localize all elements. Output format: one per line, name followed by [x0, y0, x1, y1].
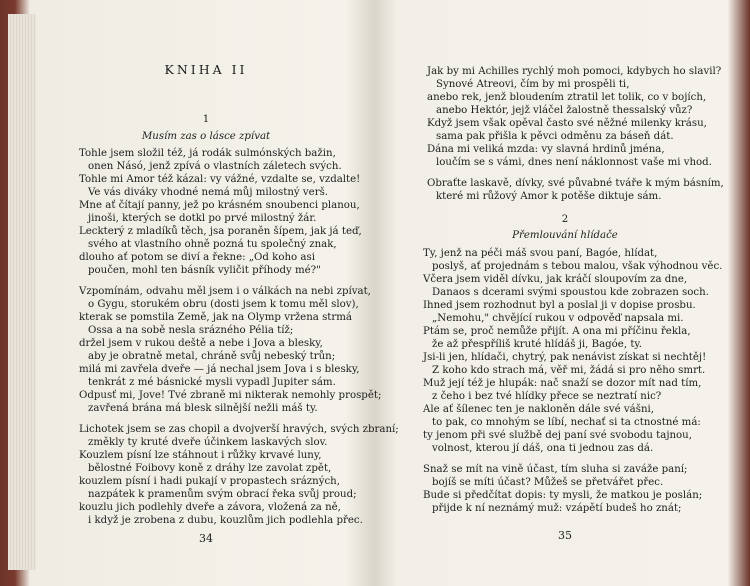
poem-title: Přemlouvání hlídače — [512, 230, 618, 241]
verse-line: držel jsem v rukou deště a nebe i Jova a blesky, — [79, 338, 323, 349]
verse-line: aby je obratně metal, chráně svůj nebeský trůn; — [88, 351, 336, 362]
verse-line: Muž její též je hlupák: nač snaží se dozor mít nad tím, — [423, 378, 702, 389]
verse-line: to pak, co mnohým se líbí, nechať si ta ctnostné má: — [432, 417, 701, 428]
verse-line: Jsi-li jen, hlídači, chytrý, pak nenávist získat si nechtěj! — [423, 352, 707, 363]
verse-line: loučím se s vámi, dnes není náklonnost vaše mi vhod. — [436, 157, 712, 168]
verse-line: Ihned jsem rozhodnut byl a poslal ji v dopise prosbu. — [423, 300, 696, 311]
verse-line: svého at vlastního ohně pozná tu společný znak, — [88, 239, 337, 250]
page-number: 34 — [199, 532, 213, 545]
book-heading: KNIHA II — [164, 62, 248, 77]
verse-line: Jak by mi Achilles rychlý moh pomoci, kdybych ho slavil? — [427, 66, 722, 77]
verse-line: poslyš, ať projednám s tebou malou, však výhodnou věc. — [432, 261, 723, 272]
verse-line: Z koho kdo strach má, věř mi, žádá si pro něho smrt. — [432, 365, 706, 376]
page-number: 35 — [558, 529, 572, 542]
right-page — [395, 0, 735, 586]
verse-line: Lichotek jsem se zas chopil a dvojverší hravých, svých zbraní; — [79, 424, 399, 435]
verse-line: sama pak přišla k pěvci odměnu za báseň dát. — [436, 131, 674, 142]
verse-line: kouzlem písní i hadi pukají v propastech srázných, — [79, 476, 340, 487]
verse-line: Ossa a na sobě nesla srázného Pélia tíž; — [88, 325, 294, 336]
verse-line: bojíš se míti účast? Můžeš se přetvářet přec. — [432, 477, 664, 488]
verse-line: Včera jsem viděl dívku, jak kráčí sloupovím za dne, — [423, 274, 688, 285]
verse-line: Kouzlem písní lze stáhnout i růžky krvavé luny, — [79, 450, 322, 461]
verse-line: přijde k ní neznámý muž: vzápětí budeš ho znát; — [432, 503, 682, 514]
verse-line: které mi růžový Amor k potěše diktuje sám. — [436, 191, 662, 202]
verse-line: Když jsem však opěval často své něžné milenky krásu, — [427, 118, 707, 129]
verse-line: Odpusť mi, Jove! Tvé zbraně mi nikterak nemohly prospět; — [79, 390, 382, 401]
left-page — [36, 0, 399, 586]
verse-line: kterak se pomstila Země, jak na Olymp vržena strmá — [79, 312, 353, 323]
verse-line: anebo Hektór, jejž vláčel žalostně thessalský vůz? — [436, 105, 693, 116]
verse-line: nazpátek k pramenům svým obrací řeka svůj proud; — [88, 489, 357, 500]
verse-line: poučen, mohl ten básník vyličit příhody mé?" — [88, 265, 321, 276]
verse-line: Ptám se, proč nemůže přijít. A ona mi příčinu řekla, — [423, 326, 691, 337]
verse-line: Ve vás diváky vhodné nemá můj milostný verš. — [88, 187, 329, 198]
poem-number: 2 — [561, 214, 569, 225]
verse-line: Tohle mi Amor též kázal: vy vážné, vzdalte se, vzdalte! — [79, 174, 361, 185]
verse-line: zavřená brána má blesk silnější nežli máš ty. — [88, 403, 318, 414]
verse-line: změkly ty kruté dveře účinkem laskavých slov. — [88, 437, 328, 448]
verse-line: Mne ať čítají panny, jež po krásném snoubenci planou, — [79, 200, 360, 211]
verse-line: milá mi zavřela dveře — já nechal jsem Jova i s blesky, — [79, 364, 360, 375]
verse-line: že až přespříliš kruté hlídáš ji, Bagóe, ty. — [432, 339, 643, 350]
verse-line: onen Násó, jenž zpívá o vlastních záletech svých. — [88, 161, 342, 172]
verse-line: i když je zrobena z dubu, kouzlům jich podlehla přec. — [88, 515, 363, 526]
verse-line: Ale ať šílenec ten je nakloněn dále své vášni, — [423, 404, 655, 415]
verse-line: Danaos s dcerami svými spoustou kde zobrazen soch. — [432, 287, 709, 298]
verse-line: jinoši, kterých se dotkl po prvé milostný žár. — [88, 213, 317, 224]
verse-line: Obraťte laskavě, dívky, své půvabné tváře k mým básním, — [427, 178, 724, 189]
verse-line: Tohle jsem složil též, já rodák sulmónských bažin, — [79, 148, 336, 159]
page-edges — [8, 14, 36, 570]
verse-line: o Gygu, storukém obru (dosti jsem k tomu měl slov), — [88, 299, 359, 310]
verse-line: Ty, jenž na péči máš svou paní, Bagóe, hlídat, — [423, 248, 658, 259]
verse-line: z čeho i bez tvé hlídky přece se neztratí nic? — [432, 391, 662, 402]
verse-line: Dána mi veliká mzda: vy slavná hrdinů jména, — [427, 144, 665, 155]
verse-line: ty jenom při své službě dej paní své svobodu tajnou, — [423, 430, 692, 441]
verse-line: tenkrát z mé básnické mysli vypadl Jupiter sám. — [88, 377, 336, 388]
verse-line: Vzpomínám, odvahu měl jsem i o válkách na nebi zpívat, — [79, 286, 371, 297]
verse-line: anebo rek, jenž bloudením ztratil let tolik, co v bojích, — [427, 92, 707, 103]
verse-line: Synové Atreovi, čím by mi prospěli ti, — [436, 79, 630, 90]
verse-line: „Nemohu," chvějící rukou v odpověď napsala mi. — [432, 313, 684, 324]
verse-line: Bude si předčítat dopis: ty mysli, že matkou je poslán; — [423, 490, 703, 501]
verse-line: kouzlu jich podlehly dveře a závora, vložená za ně, — [79, 502, 341, 513]
poem-number: 1 — [202, 114, 210, 125]
verse-line: dlouho ať potom se diví a řekne: „Od koho asi — [79, 252, 315, 263]
verse-line: Snaž se mít na vině účast, tím sluha si zaváže paní; — [423, 464, 688, 475]
verse-line: bělostné Foibovy koně z dráhy lze zavolat zpět, — [88, 463, 332, 474]
poem-title: Musím zas o lásce zpívat — [141, 131, 271, 142]
verse-line: volnost, kterou jí dáš, ona ti jednou zas dá. — [432, 443, 654, 454]
verse-line: Leckterý z mladíků těch, jsa poraněn šípem, jak já teď, — [79, 226, 362, 237]
